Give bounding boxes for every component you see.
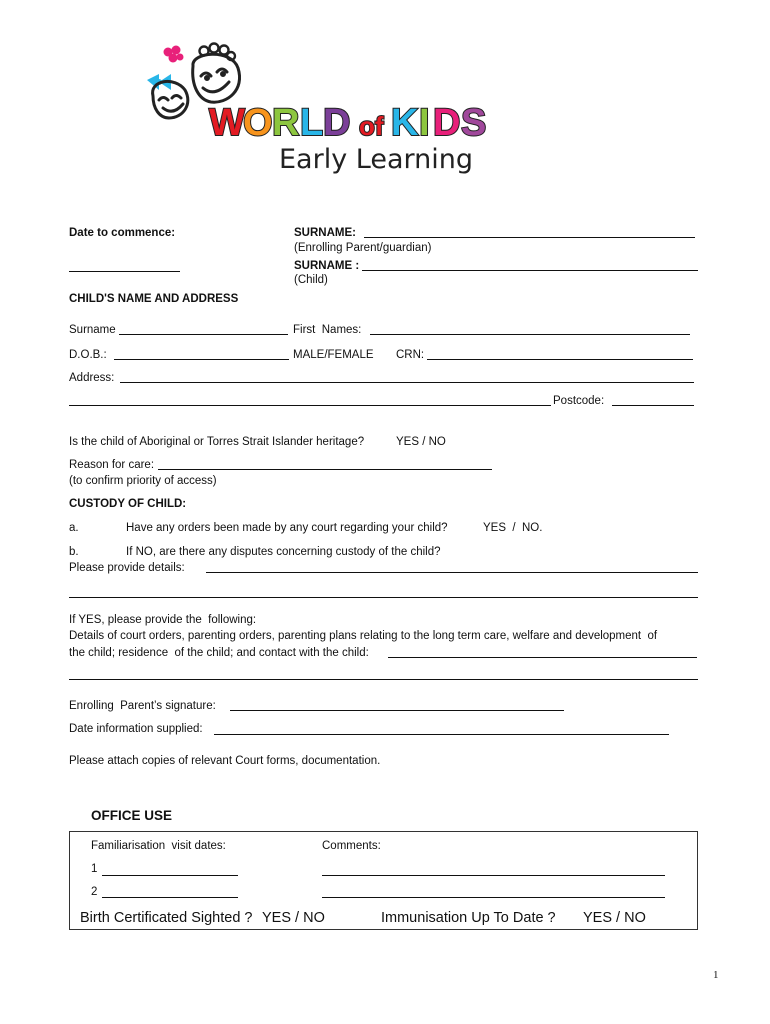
child-surname-label: Surname — [69, 324, 116, 336]
svg-text:D: D — [323, 102, 351, 144]
visit-row-1-number: 1 — [91, 863, 98, 875]
date-supplied-label: Date information supplied: — [69, 723, 203, 735]
crn-label: CRN: — [396, 349, 425, 361]
office-use-title: OFFICE USE — [91, 808, 173, 823]
postcode-field[interactable] — [612, 405, 694, 406]
yes-detail-line-1: Details of court orders, parenting orders, parenting plans relating to the long term care, welfare and development of — [69, 630, 658, 642]
first-names-field[interactable] — [370, 334, 690, 335]
court-details-field-1[interactable] — [388, 657, 697, 658]
svg-text:L: L — [300, 102, 324, 144]
parent-signature-label: Enrolling Parent’s signature: — [69, 700, 216, 712]
surname-child-label: SURNAME : — [294, 260, 360, 272]
visit-dates-label: Familiarisation visit dates: — [91, 840, 226, 852]
brand-wordmark — [209, 102, 486, 144]
custody-b-question: If NO, are there any disputes concerning custody of the child? — [126, 546, 441, 558]
reason-label: Reason for care: — [69, 459, 155, 471]
heritage-question: Is the child of Aboriginal or Torres Strait Islander heritage? — [69, 436, 365, 448]
child-note: (Child) — [294, 274, 328, 286]
address-label: Address: — [69, 372, 115, 384]
first-names-label: First Names: — [293, 324, 362, 336]
page-number: 1 — [713, 969, 719, 981]
child-section-title: CHILD'S NAME AND ADDRESS — [69, 293, 239, 305]
world-of-kids-logo — [135, 38, 575, 180]
heritage-options[interactable]: YES / NO — [396, 436, 446, 448]
custody-a-marker: a. — [69, 522, 79, 534]
visit-row-2-number: 2 — [91, 886, 98, 898]
custody-b-marker: b. — [69, 546, 79, 558]
address-field-2[interactable] — [69, 405, 551, 406]
comment-2-field[interactable] — [322, 897, 665, 898]
dob-field[interactable] — [114, 359, 289, 360]
reason-field[interactable] — [158, 469, 492, 470]
date-commence-label: Date to commence: — [69, 227, 176, 239]
brand-tagline: Early Learning — [279, 144, 473, 175]
visit-date-1-field[interactable] — [102, 875, 238, 876]
pink-flower-icon — [164, 46, 184, 63]
date-commence-field[interactable] — [69, 271, 180, 272]
svg-text:K: K — [391, 102, 419, 144]
details-label: Please provide details: — [69, 562, 185, 574]
details-field-2[interactable] — [69, 597, 698, 598]
yes-detail-line-2: the child; residence of the child; and contact with the child: — [69, 647, 369, 659]
svg-text:I: I — [419, 102, 430, 144]
svg-text:of: of — [359, 111, 384, 141]
postcode-label: Postcode: — [553, 395, 605, 407]
comments-label: Comments: — [322, 840, 381, 852]
custody-section-title: CUSTODY OF CHILD: — [69, 498, 187, 510]
enrolling-parent-note: (Enrolling Parent/guardian) — [294, 242, 432, 254]
comment-1-field[interactable] — [322, 875, 665, 876]
custody-a-question: Have any orders been made by any court regarding your child? — [126, 522, 448, 534]
svg-text:O: O — [243, 102, 273, 144]
svg-text:D: D — [433, 102, 461, 144]
parent-signature-field[interactable] — [230, 710, 564, 711]
dob-label: D.O.B.: — [69, 349, 107, 361]
attach-note: Please attach copies of relevant Court forms, documentation. — [69, 755, 381, 767]
svg-text:W: W — [209, 102, 245, 144]
immunisation-label: Immunisation Up To Date ? — [381, 910, 556, 926]
address-field-1[interactable] — [120, 382, 694, 383]
birth-cert-options[interactable]: YES / NO — [262, 910, 325, 926]
surname-parent-label: SURNAME: — [294, 227, 356, 239]
gender-label: MALE/FEMALE — [293, 349, 374, 361]
svg-text:S: S — [461, 102, 487, 144]
child-surname-field[interactable] — [119, 334, 288, 335]
immunisation-options[interactable]: YES / NO — [583, 910, 646, 926]
details-field-1[interactable] — [206, 572, 698, 573]
custody-a-options[interactable]: YES / NO. — [483, 522, 543, 534]
surname-parent-field[interactable] — [364, 237, 695, 238]
svg-text:R: R — [272, 102, 300, 144]
logo-graphic — [135, 38, 575, 180]
reason-note: (to confirm priority of access) — [69, 475, 217, 487]
court-details-field-2[interactable] — [69, 679, 698, 680]
birth-cert-label: Birth Certificated Sighted ? — [80, 910, 253, 926]
date-supplied-field[interactable] — [214, 734, 669, 735]
yes-intro: If YES, please provide the following: — [69, 614, 257, 626]
crn-field[interactable] — [427, 359, 693, 360]
surname-child-field[interactable] — [362, 270, 698, 271]
kid-face-icon — [193, 54, 240, 102]
visit-date-2-field[interactable] — [102, 897, 238, 898]
